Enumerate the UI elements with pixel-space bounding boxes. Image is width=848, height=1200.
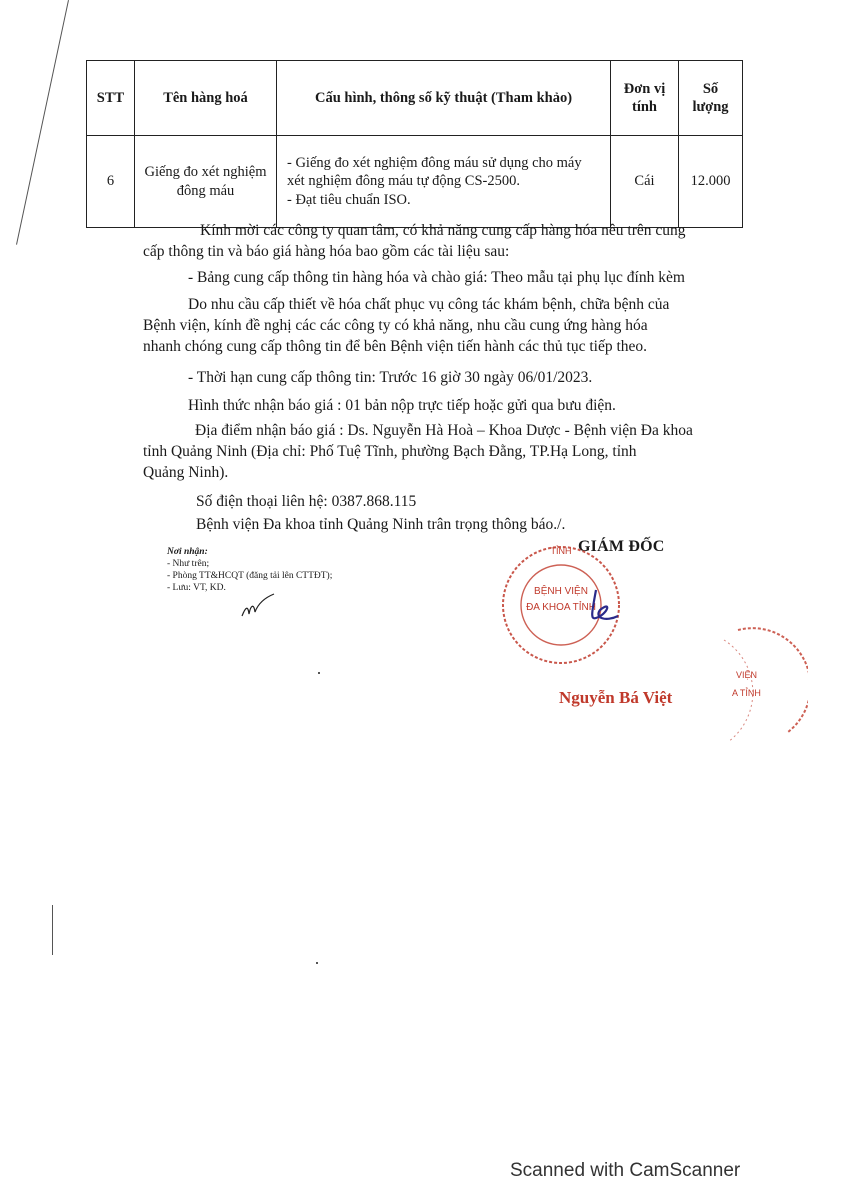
scan-artifact-dot [318, 672, 320, 674]
cell-unit: Cái [611, 136, 679, 228]
paragraph-need-line3: nhanh chóng cung cấp thông tin để bên Bệnh viện tiến hành các thủ tục tiếp theo. [143, 338, 648, 355]
stamp-line1: BỆNH VIỆN [534, 586, 588, 597]
table-header-row [87, 61, 743, 136]
stamp-ring-text: TỈNH [550, 546, 572, 556]
stamp-line2: ĐA KHOA TỈNH [526, 602, 596, 613]
director-title: GIÁM ĐỐC [578, 538, 665, 555]
header-spec: Cấu hình, thông số kỹ thuật (Tham khảo) [277, 61, 611, 136]
cell-spec-line: - Giếng đo xét nghiệm đông máu sử dụng cho máy [287, 155, 582, 172]
cell-name-line: Giếng đo xét nghiệm [144, 164, 267, 181]
initials-signature [240, 592, 280, 620]
director-name: Nguyễn Bá Việt [559, 688, 673, 707]
cell-spec-line: - Đạt tiêu chuẩn ISO. [287, 191, 411, 208]
paragraph-document-list: - Bảng cung cấp thông tin hàng hóa và chào giá: Theo mẫu tại phụ lục đính kèm [188, 269, 685, 286]
cell-name-line: đông máu [176, 182, 235, 199]
paragraph-invite-line1: Kính mời các công ty quan tâm, có khả năng cung cấp hàng hóa nêu trên cung [200, 222, 686, 239]
recipient-item: - Lưu: VT, KD. [167, 583, 226, 593]
cell-spec [277, 136, 611, 228]
partial-seal [718, 622, 808, 746]
header-quantity [679, 61, 743, 136]
recipients-title: Nơi nhận: [167, 547, 208, 557]
recipients-block [167, 546, 332, 594]
header-qty-line: Số [702, 80, 719, 97]
paragraph-address-line2: tỉnh Quảng Ninh (Địa chỉ: Phố Tuệ Tĩnh, phường Bạch Đằng, TP.Hạ Long, tỉnh [143, 443, 637, 460]
paragraph-invite-line2: cấp thông tin và báo giá hàng hóa bao gồm các tài liệu sau: [143, 243, 510, 260]
paragraph-address-line1: Địa điểm nhận báo giá : Ds. Nguyễn Hà Hoà – Khoa Dược - Bệnh viện Đa khoa [195, 422, 693, 439]
paragraph-submission-method: Hình thức nhận báo giá : 01 bản nộp trực tiếp hoặc gửi qua bưu điện. [188, 397, 616, 414]
scan-artifact-dot [316, 962, 318, 964]
scanner-watermark: Scanned with CamScanner [510, 1160, 741, 1181]
scan-artifact-line [52, 905, 53, 955]
header-stt: STT [87, 61, 135, 136]
header-name: Tên hàng hoá [135, 61, 277, 136]
paragraph-closing: Bệnh viện Đa khoa tỉnh Quảng Ninh trân trọng thông báo./. [196, 516, 566, 533]
header-qty-line: lượng [692, 99, 729, 115]
paragraph-phone: Số điện thoại liên hệ: 0387.868.115 [196, 493, 417, 510]
svg-text:A TỈNH: A TỈNH [732, 688, 761, 698]
header-unit-line: tính [632, 99, 657, 115]
cell-name [135, 136, 277, 228]
cell-quantity: 12.000 [679, 136, 743, 228]
cell-stt: 6 [87, 136, 135, 228]
cell-spec-line: xét nghiệm đông máu tự động CS-2500. [287, 173, 520, 190]
header-unit-line: Đơn vị [623, 80, 666, 97]
table-row [87, 136, 743, 228]
paragraph-address-line3: Quảng Ninh). [143, 464, 229, 481]
recipient-item: - Như trên; [167, 559, 210, 569]
header-unit [611, 61, 679, 136]
hospital-stamp [496, 540, 626, 670]
items-table [86, 60, 743, 228]
recipient-item: - Phòng TT&HCQT (đăng tải lên CTTĐT); [167, 571, 333, 581]
svg-text:VIỆN: VIỆN [736, 670, 758, 680]
paragraph-deadline: - Thời hạn cung cấp thông tin: Trước 16 giờ 30 ngày 06/01/2023. [188, 369, 593, 386]
scan-artifact-line [16, 0, 69, 245]
paragraph-need-line1: Do nhu cầu cấp thiết về hóa chất phục vụ công tác khám bệnh, chữa bệnh của [188, 296, 670, 313]
paragraph-need-line2: Bệnh viện, kính đề nghị các các công ty có khả năng, nhu cầu cung ứng hàng hóa [143, 317, 648, 334]
